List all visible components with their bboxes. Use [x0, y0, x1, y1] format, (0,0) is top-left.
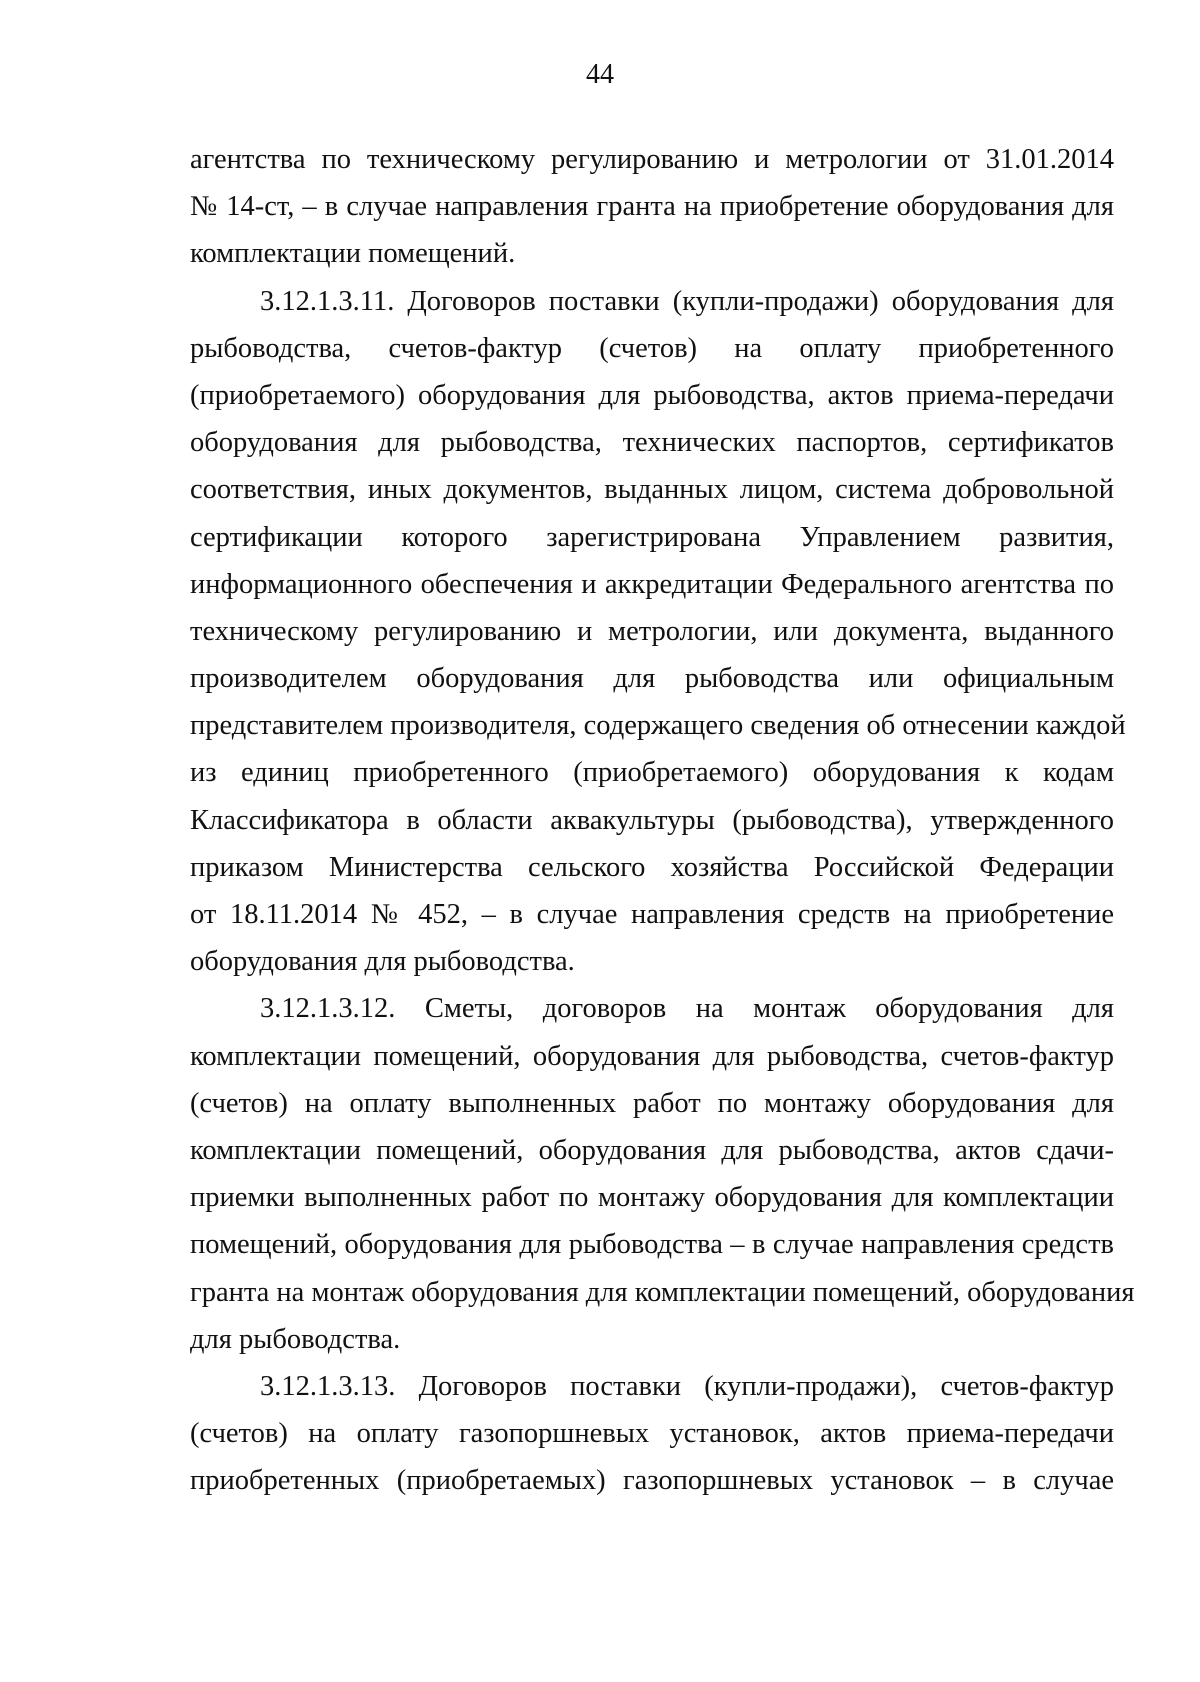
text-line: соответствия, иных документов, выданных лицом, система добровольной	[190, 474, 1114, 506]
text-line: (счетов) на оплату выполненных работ по монтажу оборудования для	[190, 1087, 1114, 1119]
text-line: техническому регулированию и метрологии, или документа, выданного	[190, 615, 1114, 647]
text-line: сертификации которого зарегистрирована Управлением развития,	[190, 521, 1114, 553]
text-line: рыбоводства, счетов-фактур (счетов) на оплату приобретенного	[190, 332, 1114, 364]
text-line: от 18.11.2014 № 452, – в случае направления средств на приобретение	[190, 899, 1114, 930]
text-line: из единиц приобретенного (приобретаемого) оборудования к кодам	[190, 757, 1114, 789]
text-line: Классификатора в области аквакультуры (рыбоводства), утвержденного	[190, 804, 1114, 836]
text-line: оборудования для рыбоводства, технических паспортов, сертификатов	[190, 427, 1114, 459]
text-line: представителем производителя, содержащего сведения об отнесении каждой	[190, 710, 1126, 742]
text-line: оборудования для рыбоводства.	[190, 946, 575, 978]
text-line: для рыбоводства.	[190, 1323, 401, 1355]
text-line: 3.12.1.3.11. Договоров поставки (купли-продажи) оборудования для	[260, 285, 1114, 317]
text-line: комплектации помещений.	[190, 238, 516, 270]
text-line: приемки выполненных работ по монтажу оборудования для комплектации	[190, 1182, 1114, 1214]
text-line: 3.12.1.3.13. Договоров поставки (купли-продажи), счетов-фактур	[260, 1370, 1114, 1402]
text-line: приказом Министерства сельского хозяйства Российской Федерации	[190, 851, 1114, 883]
text-line: (приобретаемого) оборудования для рыбоводства, актов приема-передачи	[190, 379, 1114, 411]
document-body	[190, 136, 1135, 1504]
text-line: комплектации помещений, оборудования для рыбоводства, счетов-фактур	[190, 1040, 1114, 1072]
text-line: приобретенных (приобретаемых) газопоршневых установок – в случае	[190, 1465, 1114, 1497]
text-line: 3.12.1.3.12. Сметы, договоров на монтаж оборудования для	[260, 993, 1114, 1025]
text-line: (счетов) на оплату газопоршневых установок, актов приема-передачи	[190, 1418, 1114, 1450]
text-line: помещений, оборудования для рыбоводства – в случае направления средств	[190, 1229, 1114, 1261]
text-line: информационного обеспечения и аккредитации Федерального агентства по	[190, 568, 1114, 600]
text-line: гранта на монтаж оборудования для комплектации помещений, оборудования	[190, 1276, 1135, 1308]
text-line: агентства по техническому регулированию и метрологии от 31.01.2014	[190, 144, 1114, 175]
text-line: № 14-ст, – в случае направления гранта на приобретение оборудования для	[190, 191, 1114, 223]
text-line: производителем оборудования для рыбоводства или официальным	[190, 663, 1114, 695]
page-number: 44	[586, 59, 614, 90]
text-line: комплектации помещений, оборудования для рыбоводства, актов сдачи-	[190, 1134, 1114, 1166]
